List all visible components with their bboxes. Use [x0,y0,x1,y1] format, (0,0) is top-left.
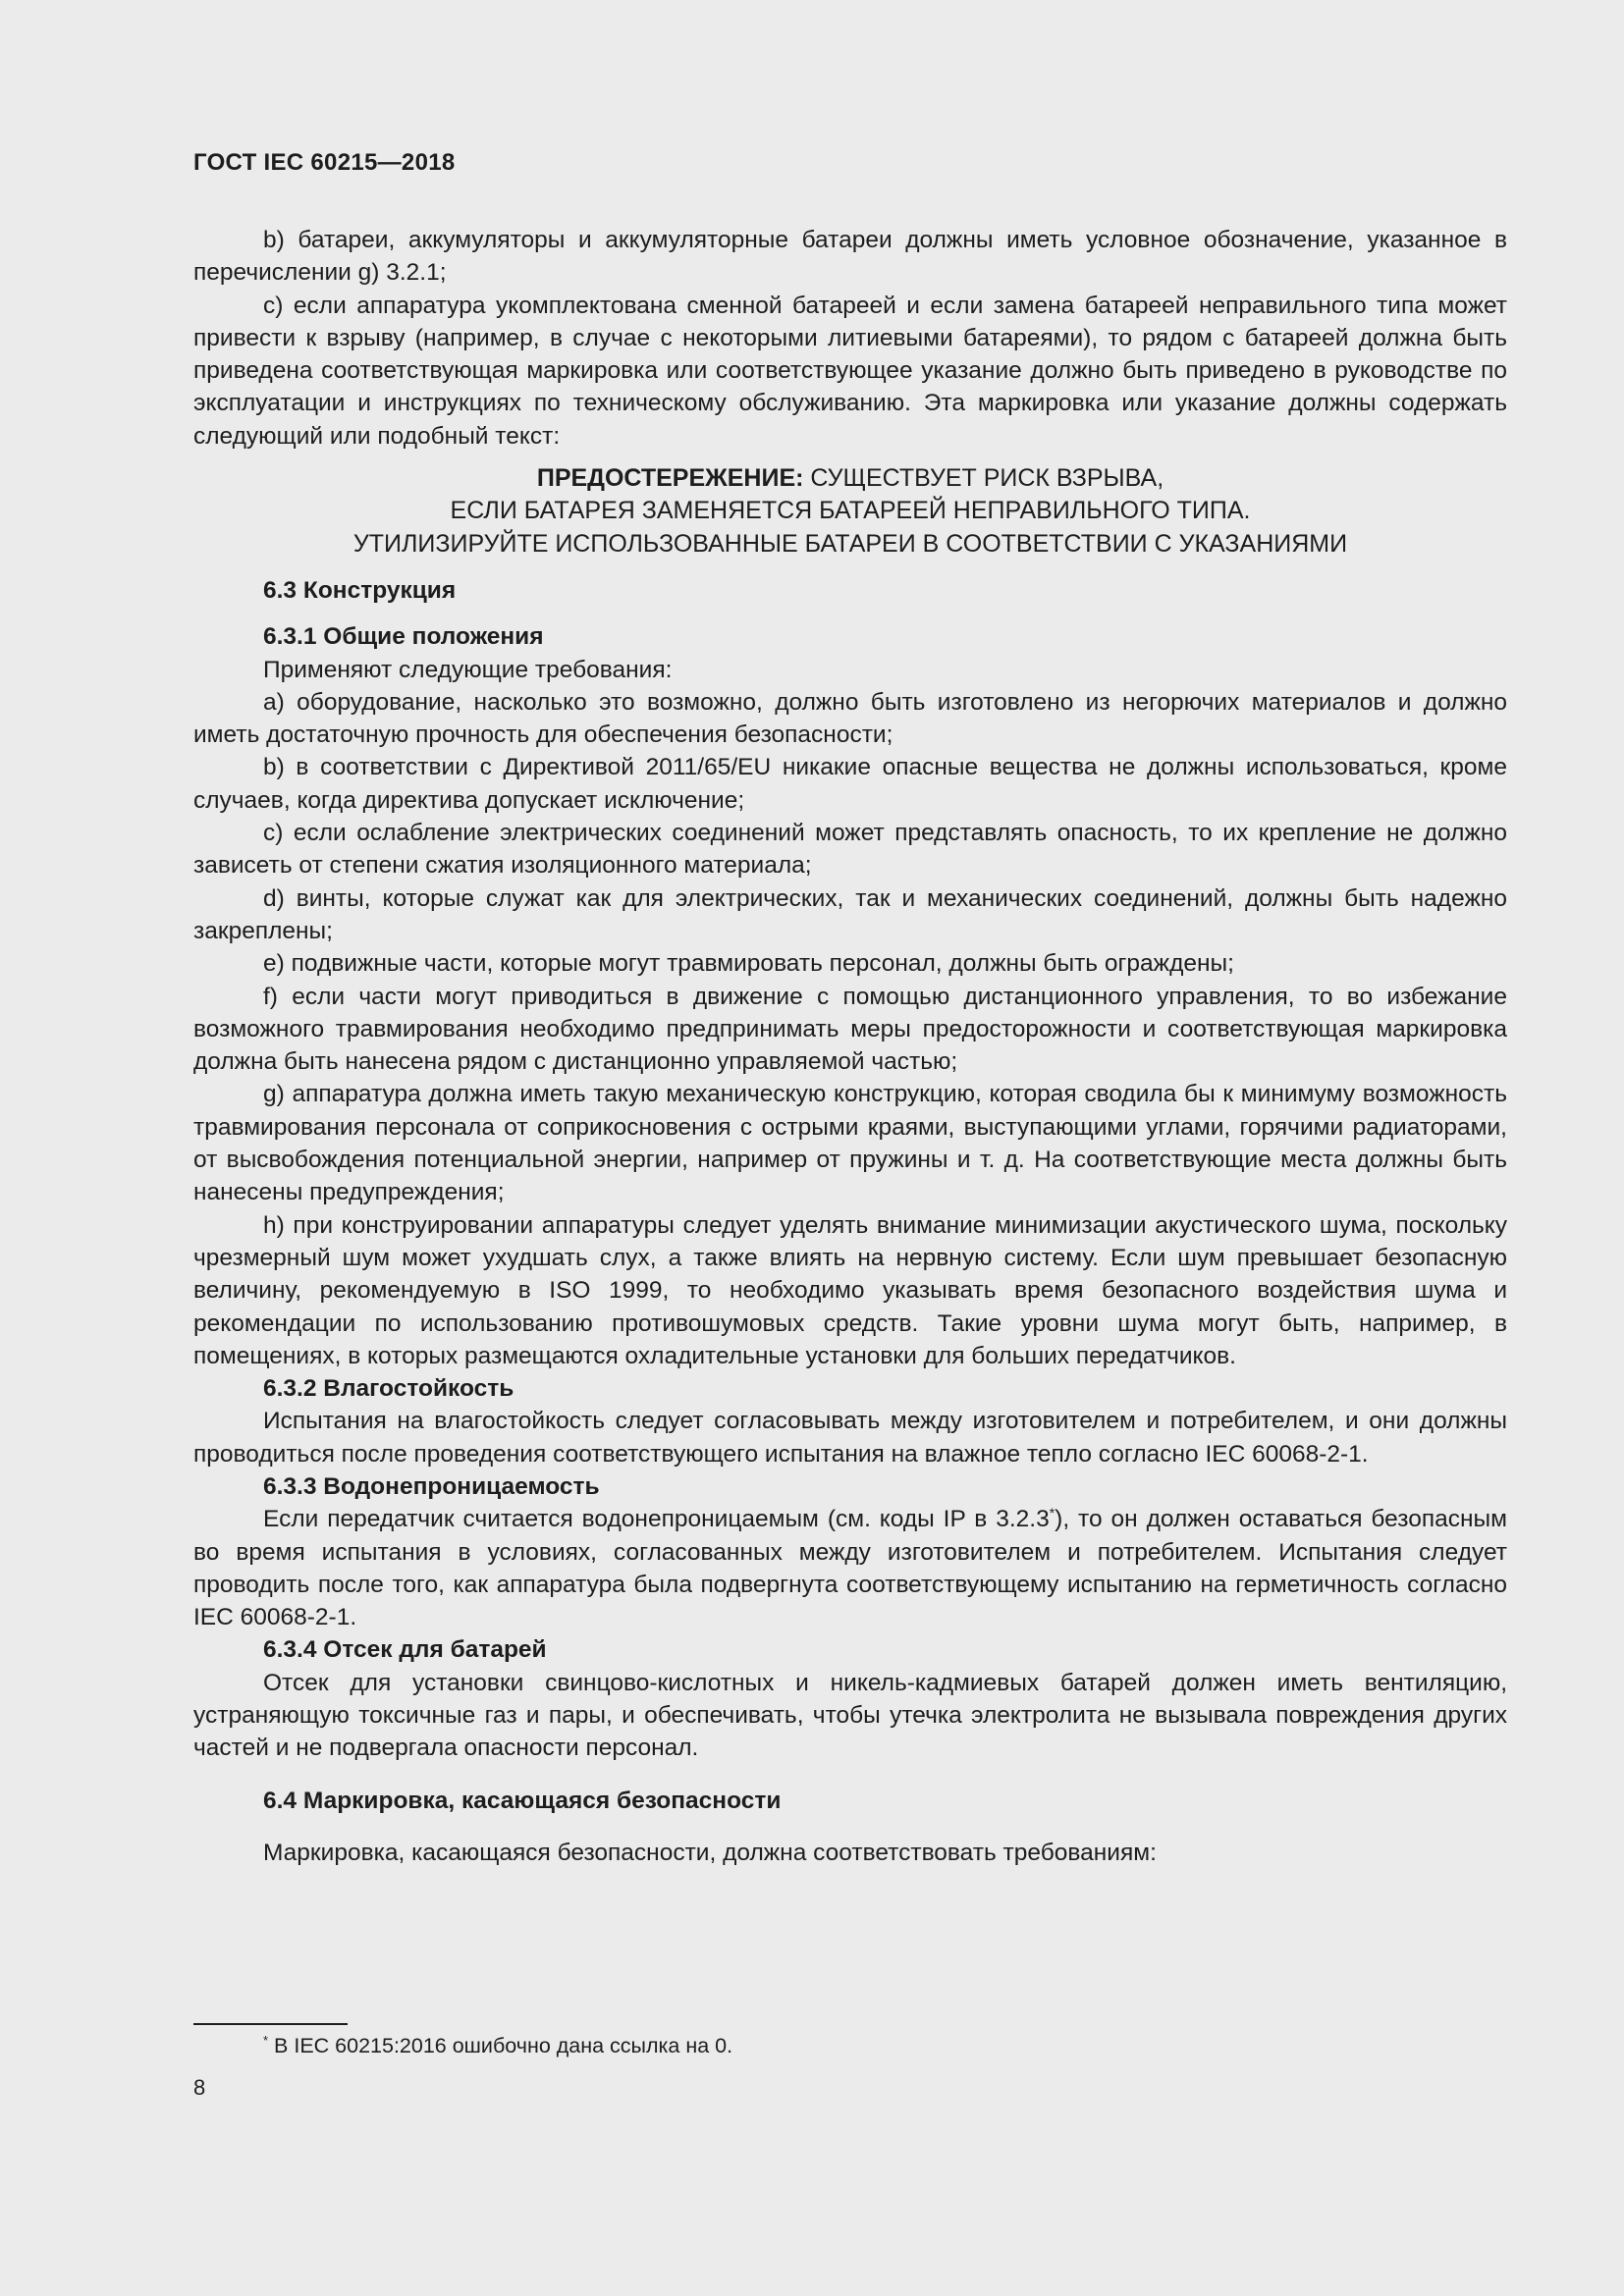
paragraph-6-3-4: Отсек для установки свинцово-кислотных и никель-кадмиевых батарей должен иметь вентиляцию, устраняющую токсичные газ и пары, и обеспечивать, чтобы утечка электролита не вызывала повреждения других частей и не подвергала опасности персонал. [193,1669,1507,1762]
list-item-h: h) при конструировании аппаратуры следует уделять внимание минимизации акустического шума, поскольку чрезмерный шум может ухудшать слух, а также влиять на нервную систему. Если шум превышает безопасную величину, рекомендуемую в ISO 1999, то необходимо указывать время безопасного воздействия шума и рекомендации по использованию противошумовых средств. Такие уровни шума могут быть, например, в помещениях, в которых размещаются охладительные установки для больших передатчиков. [193,1211,1507,1369]
paragraph-6-4: Маркировка, касающаяся безопасности, должна соответствовать требованиям: [263,1839,1157,1866]
footnote [263,2031,732,2060]
footnote-reference-mark: * [1049,1505,1056,1522]
paragraph-6-3-3-text-before: Если передатчик считается водонепроницаемым (см. коды IP в 3.2.3 [263,1506,1050,1533]
document-body [193,224,1507,1869]
warning-label: ПРЕДОСТЕРЕЖЕНИЕ: [536,464,804,493]
warning-line-3: УТИЛИЗИРУЙТЕ ИСПОЛЬЗОВАННЫЕ БАТАРЕИ В СООТВЕТСТВИИ С УКАЗАНИЯМИ [352,529,1348,558]
warning-block [193,462,1507,561]
warning-line-2: ЕСЛИ БАТАРЕЯ ЗАМЕНЯЕТСЯ БАТАРЕЕЙ НЕПРАВИЛЬНОГО ТИПА. [450,497,1251,525]
footnote-text: В IEC 60215:2016 ошибочно дана ссылка на 0. [268,2034,733,2057]
paragraph-6-3-3 [193,1503,1507,1633]
list-item-e: e) подвижные части, которые могут травмировать персонал, должны быть ограждены; [263,950,1234,978]
list-item-d: d) винты, которые служат как для электрических, так и механических соединений, должны быть надежно закреплены; [193,884,1507,944]
page-number: 8 [193,2075,206,2100]
paragraph-6-3-3-text-after: ), то он должен оставаться безопасным во время испытания в условиях, согласованных между изготовителем и потребителем. Испытания следует проводить после того, как аппаратура была подвергнута соответствующему испытанию на герметичность согласно IEC 60068-2-1. [193,1506,1507,1631]
list-item-b: b) в соответствии с Директивой 2011/65/EU никакие опасные вещества не должны использоваться, кроме случаев, когда директива допускает исключение; [193,754,1507,814]
subsection-heading-6-3-1: 6.3.1 Общие положения [263,623,544,651]
warning-line-1 [193,462,1507,495]
subsection-heading-6-3-3: 6.3.3 Водонепроницаемость [263,1472,600,1500]
list-item-f: f) если части могут приводиться в движение с помощью дистанционного управления, то во избежание возможного травмирования необходимо предпринимать меры предосторожности и соответствующая маркировка должна быть нанесена рядом с дистанционно управляемой частью; [193,983,1507,1076]
subsection-heading-6-3-4: 6.3.4 Отсек для батарей [263,1636,547,1664]
paragraph-6-3-2: Испытания на влагостойкость следует согласовывать между изготовителем и потребителем, и они должны проводиться после проведения соответствующего испытания на влажное тепло согласно IEC 60068-2-1. [193,1408,1507,1468]
document-header: ГОСТ IEC 60215—2018 [193,149,456,176]
list-item-a: a) оборудование, насколько это возможно, должно быть изготовлено из негорючих материалов и должно иметь достаточную прочность для обеспечения безопасности; [193,688,1507,749]
paragraph-item-b: b) батареи, аккумуляторы и аккумуляторные батареи должны иметь условное обозначение, указанное в перечислении g) 3.2.1; [193,227,1507,287]
paragraph-item-c: c) если аппаратура укомплектована сменной батареей и если замена батареей неправильного типа может привести к взрыву (например, в случае с некоторыми литиевыми батареями), то рядом с батареей должна быть приведена соответствующая маркировка или соответствующее указание должно быть приведено в руководстве по эксплуатации и инструкциях по техническому обслуживанию. Эта маркировка или указание должны содержать следующий или подобный текст: [193,292,1507,450]
warning-text-1: СУЩЕСТВУЕТ РИСК ВЗРЫВА, [803,464,1164,493]
section-heading-6-4: 6.4 Маркировка, касающаяся безопасности [263,1787,782,1814]
footnote-divider [193,2023,348,2025]
footnote-mark: * [263,2032,269,2048]
subsection-heading-6-3-2: 6.3.2 Влагостойкость [263,1375,514,1403]
list-item-c: c) если ослабление электрических соединений может представлять опасность, то их крепление не должно зависеть от степени сжатия изоляционного материала; [193,820,1507,880]
paragraph-6-3-1-lead: Применяют следующие требования: [263,656,673,683]
section-heading-6-3: 6.3 Конструкция [263,576,457,604]
list-item-g: g) аппаратура должна иметь такую механическую конструкцию, которая сводила бы к минимуму возможность травмирования персонала от соприкосновения с острыми краями, выступающими углами, горячими радиаторами, от высвобождения потенциальной энергии, например от пружины и т. д. На соответствующие места должны быть нанесены предупреждения; [193,1081,1507,1206]
